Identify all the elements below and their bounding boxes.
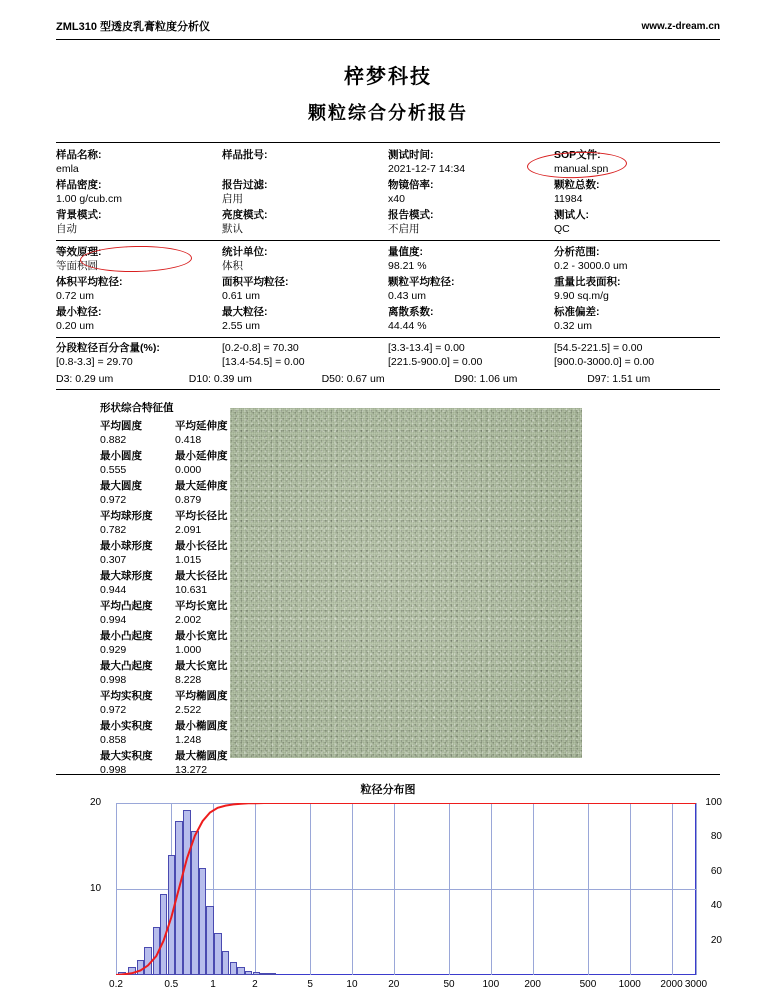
info-cell bbox=[388, 304, 554, 334]
info-row bbox=[56, 304, 720, 334]
chart-x-tick-label: 0.2 bbox=[109, 979, 123, 990]
chart-x-tick-label: 1000 bbox=[618, 979, 641, 990]
shape-value: 2.522 bbox=[175, 704, 202, 716]
shape-item bbox=[100, 689, 175, 717]
info-cell bbox=[222, 147, 388, 177]
percent-item: [900.0-3000.0] = 0.00 bbox=[554, 356, 655, 368]
shape-value: 0.782 bbox=[100, 524, 127, 536]
info-label: 统计单位: bbox=[222, 246, 268, 258]
shape-feature-panel bbox=[100, 400, 250, 779]
shape-and-image bbox=[56, 396, 720, 774]
info-label: 样品名称: bbox=[56, 149, 102, 161]
info-cell bbox=[222, 177, 388, 207]
company-title: 梓梦科技 bbox=[344, 66, 432, 88]
shape-value: 1.015 bbox=[175, 554, 202, 566]
info-table bbox=[56, 147, 720, 390]
shape-divider bbox=[56, 389, 720, 390]
info-value: 0.61 um bbox=[222, 290, 260, 302]
shape-pair-row bbox=[100, 419, 250, 449]
info-value: 98.21 % bbox=[388, 260, 427, 272]
info-value: 0.20 um bbox=[56, 320, 94, 332]
chart-x-tick-label: 50 bbox=[443, 979, 455, 990]
header-bar bbox=[56, 0, 720, 34]
info-cell bbox=[554, 147, 720, 177]
sop-file-value: manual.spn bbox=[554, 163, 609, 175]
device-name: ZML310 型透皮乳膏粒度分析仪 bbox=[56, 21, 211, 33]
shape-item bbox=[100, 749, 175, 777]
shape-value: 2.002 bbox=[175, 614, 202, 626]
info-value: 默认 bbox=[222, 223, 243, 235]
info-value: 启用 bbox=[222, 193, 243, 205]
info-label: 分析范围: bbox=[554, 246, 600, 258]
info-value: 2.55 um bbox=[222, 320, 260, 332]
shape-item bbox=[100, 629, 175, 657]
chart-cumulative-line bbox=[116, 803, 696, 975]
website-link[interactable]: www.z-dream.cn bbox=[641, 20, 720, 32]
shape-value: 0.879 bbox=[175, 494, 202, 506]
shape-value: 1.000 bbox=[175, 644, 202, 656]
shape-key: 最大圆度 bbox=[100, 480, 142, 492]
particle-microscope-image bbox=[230, 408, 582, 758]
info-value: emla bbox=[56, 163, 79, 175]
info-cell bbox=[388, 147, 554, 177]
percent-item: [0.2-0.8] = 70.30 bbox=[222, 342, 299, 354]
percent-item: [3.3-13.4] = 0.00 bbox=[388, 342, 465, 354]
percent-item: [54.5-221.5] = 0.00 bbox=[554, 342, 643, 354]
percent-divider bbox=[56, 337, 720, 338]
shape-pair-row bbox=[100, 569, 250, 599]
info-row bbox=[56, 177, 720, 207]
chart-x-tick-label: 1 bbox=[210, 979, 216, 990]
shape-key: 最小球形度 bbox=[100, 540, 153, 552]
info-value: 2021-12-7 14:34 bbox=[388, 163, 466, 175]
info-label: 重量比表面积: bbox=[554, 276, 621, 288]
shape-key: 平均延伸度 bbox=[175, 420, 228, 432]
shape-pair-row bbox=[100, 599, 250, 629]
shape-value: 0.944 bbox=[100, 584, 127, 596]
shape-key: 最大椭圆度 bbox=[175, 750, 228, 762]
shape-key: 最小长径比 bbox=[175, 540, 228, 552]
d-value: D50: 0.67 um bbox=[321, 373, 385, 385]
info-label: 测试时间: bbox=[388, 149, 434, 161]
info-cell bbox=[56, 207, 222, 237]
image-texture bbox=[230, 408, 582, 758]
shape-pair-row bbox=[100, 719, 250, 749]
chart-x-tick-label: 5 bbox=[307, 979, 313, 990]
title-divider bbox=[56, 142, 720, 143]
info-divider bbox=[56, 240, 720, 241]
chart-y2-tick-label: 100 bbox=[705, 797, 722, 808]
header-divider bbox=[56, 39, 720, 40]
info-value: 自动 bbox=[56, 223, 77, 235]
info-cell bbox=[56, 304, 222, 334]
info-label: 量值度: bbox=[388, 246, 423, 258]
info-row bbox=[56, 274, 720, 304]
shape-value: 0.858 bbox=[100, 734, 127, 746]
shape-value: 0.929 bbox=[100, 644, 127, 656]
shape-item bbox=[100, 719, 175, 747]
shape-item bbox=[100, 479, 175, 507]
info-row bbox=[56, 207, 720, 237]
shape-key: 最小长宽比 bbox=[175, 630, 228, 642]
info-value: 1.00 g/cub.cm bbox=[56, 193, 122, 205]
info-value: 体积 bbox=[222, 260, 243, 272]
percent-item: [0.8-3.3] = 29.70 bbox=[56, 356, 133, 368]
info-cell bbox=[388, 274, 554, 304]
shape-value: 10.631 bbox=[175, 584, 208, 596]
info-value: 0.32 um bbox=[554, 320, 592, 332]
title-block bbox=[56, 60, 720, 125]
shape-key: 平均椭圆度 bbox=[175, 690, 228, 702]
chart-y2-tick-label: 60 bbox=[710, 865, 722, 877]
info-value: 等面积圆 bbox=[56, 260, 98, 272]
total-particles-label: 颗粒总数: bbox=[554, 179, 600, 191]
volume-mean-diameter-label: 体积平均粒径: bbox=[56, 276, 123, 288]
shape-pair-row bbox=[100, 479, 250, 509]
chart-gridline-v bbox=[696, 803, 697, 975]
shape-key: 平均圆度 bbox=[100, 420, 142, 432]
shape-pair-row bbox=[100, 689, 250, 719]
chart-x-tick-label: 200 bbox=[524, 979, 541, 990]
info-cell bbox=[388, 207, 554, 237]
shape-key: 平均球形度 bbox=[100, 510, 153, 522]
info-row bbox=[56, 147, 720, 177]
shape-value: 0.972 bbox=[100, 704, 127, 716]
info-label: 背景模式: bbox=[56, 209, 102, 221]
info-label: 样品批号: bbox=[222, 149, 268, 161]
percent-row bbox=[56, 355, 720, 369]
chart-x-tick-label: 2000 bbox=[660, 979, 683, 990]
chart-y2-tick-label: 80 bbox=[710, 831, 722, 843]
shape-pair-row bbox=[100, 449, 250, 479]
shape-value: 0.998 bbox=[100, 674, 127, 686]
info-label: 报告过滤: bbox=[222, 179, 268, 191]
info-label: 亮度模式: bbox=[222, 209, 268, 221]
shape-key: 最小圆度 bbox=[100, 450, 142, 462]
chart-y2-tick-label: 40 bbox=[710, 900, 722, 912]
total-particles-value: 11984 bbox=[554, 193, 583, 205]
shape-value: 0.882 bbox=[100, 434, 127, 446]
shape-value: 0.307 bbox=[100, 554, 127, 566]
analysis-range-value: 0.2 - 3000.0 um bbox=[554, 260, 628, 272]
shape-pair-row bbox=[100, 539, 250, 569]
shape-item bbox=[100, 599, 175, 627]
info-cell bbox=[222, 244, 388, 274]
shape-key: 最大球形度 bbox=[100, 570, 153, 582]
info-value: 0.43 um bbox=[388, 290, 426, 302]
chart-x-tick-label: 500 bbox=[579, 979, 597, 990]
shape-item bbox=[100, 659, 175, 687]
chart-x-tick-label: 10 bbox=[346, 979, 358, 990]
info-value: 44.44 % bbox=[388, 320, 427, 332]
chart-y-tick-label: 20 bbox=[90, 797, 102, 808]
shape-key: 最大凸起度 bbox=[100, 660, 153, 672]
info-label: 样品密度: bbox=[56, 179, 102, 191]
chart-x-tick-label: 3000 bbox=[684, 979, 708, 990]
percent-section bbox=[56, 341, 720, 369]
shape-value: 0.994 bbox=[100, 614, 127, 626]
shape-key: 最大长径比 bbox=[175, 570, 228, 582]
info-label: 离散系数: bbox=[388, 306, 434, 318]
info-cell bbox=[554, 274, 720, 304]
shape-value: 1.248 bbox=[175, 734, 202, 746]
info-value: x40 bbox=[388, 193, 405, 205]
shape-title: 形状综合特征值 bbox=[100, 402, 174, 414]
shape-key: 平均长径比 bbox=[175, 510, 228, 522]
info-cell bbox=[56, 274, 222, 304]
info-cell bbox=[388, 177, 554, 207]
shape-value: 13.272 bbox=[175, 764, 208, 776]
distribution-chart bbox=[56, 777, 720, 1007]
info-row bbox=[56, 244, 720, 274]
chart-x-tick-label: 20 bbox=[388, 979, 400, 990]
percent-item: [13.4-54.5] = 0.00 bbox=[222, 356, 305, 368]
chart-x-tick-label: 2 bbox=[252, 979, 258, 990]
info-label: 最大粒径: bbox=[222, 306, 268, 318]
info-cell bbox=[222, 304, 388, 334]
info-cell bbox=[56, 177, 222, 207]
info-label: 物镜倍率: bbox=[388, 179, 434, 191]
report-title: 颗粒综合分析报告 bbox=[308, 103, 468, 123]
shape-value: 0.000 bbox=[175, 464, 202, 476]
info-cell bbox=[554, 244, 720, 274]
info-cell bbox=[222, 274, 388, 304]
shape-key: 最小实积度 bbox=[100, 720, 153, 732]
info-cell bbox=[388, 244, 554, 274]
shape-value: 8.228 bbox=[175, 674, 202, 686]
percent-item: [221.5-900.0] = 0.00 bbox=[388, 356, 483, 368]
info-cell bbox=[554, 207, 720, 237]
shape-value: 0.418 bbox=[175, 434, 202, 446]
shape-key: 最小凸起度 bbox=[100, 630, 153, 642]
info-value: 不启用 bbox=[388, 223, 420, 235]
info-label: 颗粒平均粒径: bbox=[388, 276, 455, 288]
shape-pair-row bbox=[100, 629, 250, 659]
d-value: D97: 1.51 um bbox=[587, 373, 651, 385]
shape-value: 0.972 bbox=[100, 494, 127, 506]
chart-plot-area bbox=[90, 797, 722, 990]
chart-x-tick-label: 0.5 bbox=[164, 979, 179, 990]
info-label: 报告模式: bbox=[388, 209, 434, 221]
shape-key: 最小延伸度 bbox=[175, 450, 228, 462]
chart-title: 粒径分布图 bbox=[360, 784, 416, 796]
shape-item bbox=[100, 449, 175, 477]
shape-pair-row bbox=[100, 509, 250, 539]
shape-key: 最大实积度 bbox=[100, 750, 153, 762]
shape-value: 2.091 bbox=[175, 524, 202, 536]
d-value: D3: 0.29 um bbox=[56, 373, 114, 385]
info-value: 9.90 sq.m/g bbox=[554, 290, 609, 302]
shape-value: 0.998 bbox=[100, 764, 127, 776]
volume-mean-diameter-value: 0.72 um bbox=[56, 290, 94, 302]
info-label: 面积平均粒径: bbox=[222, 276, 289, 288]
info-cell bbox=[554, 304, 720, 334]
info-label: 最小粒径: bbox=[56, 306, 102, 318]
shape-item bbox=[100, 509, 175, 537]
info-cell bbox=[56, 244, 222, 274]
info-cell bbox=[554, 177, 720, 207]
info-label: 测试人: bbox=[554, 209, 589, 221]
shape-item bbox=[100, 419, 175, 447]
percent-row bbox=[56, 341, 720, 355]
shape-key: 最大长宽比 bbox=[175, 660, 228, 672]
chart-x-tick-label: 100 bbox=[482, 979, 500, 990]
shape-item bbox=[100, 539, 175, 567]
shape-key: 平均长宽比 bbox=[175, 600, 228, 612]
info-cell bbox=[222, 207, 388, 237]
shape-pair-row bbox=[100, 659, 250, 689]
operator-value: QC bbox=[554, 223, 570, 235]
chart-y-tick-label: 10 bbox=[90, 883, 102, 894]
shape-list bbox=[100, 419, 250, 779]
info-cell bbox=[56, 147, 222, 177]
info-label: 等效原理: bbox=[56, 246, 102, 258]
shape-key: 最大延伸度 bbox=[175, 480, 228, 492]
info-label: 标准偏差: bbox=[554, 306, 600, 318]
chart-y2-tick-label: 20 bbox=[710, 934, 722, 946]
d-value: D90: 1.06 um bbox=[454, 373, 518, 385]
d-values-row bbox=[56, 372, 720, 386]
shape-key: 平均凸起度 bbox=[100, 600, 153, 612]
shape-key: 最小椭圆度 bbox=[175, 720, 228, 732]
shape-value: 0.555 bbox=[100, 464, 127, 476]
info-label: SOP文件: bbox=[554, 149, 601, 161]
shape-item bbox=[100, 569, 175, 597]
shape-key: 平均实积度 bbox=[100, 690, 153, 702]
d-value: D10: 0.39 um bbox=[188, 373, 252, 385]
percent-title: 分段粒径百分含量(%): bbox=[56, 342, 160, 354]
shape-pair-row bbox=[100, 749, 250, 779]
